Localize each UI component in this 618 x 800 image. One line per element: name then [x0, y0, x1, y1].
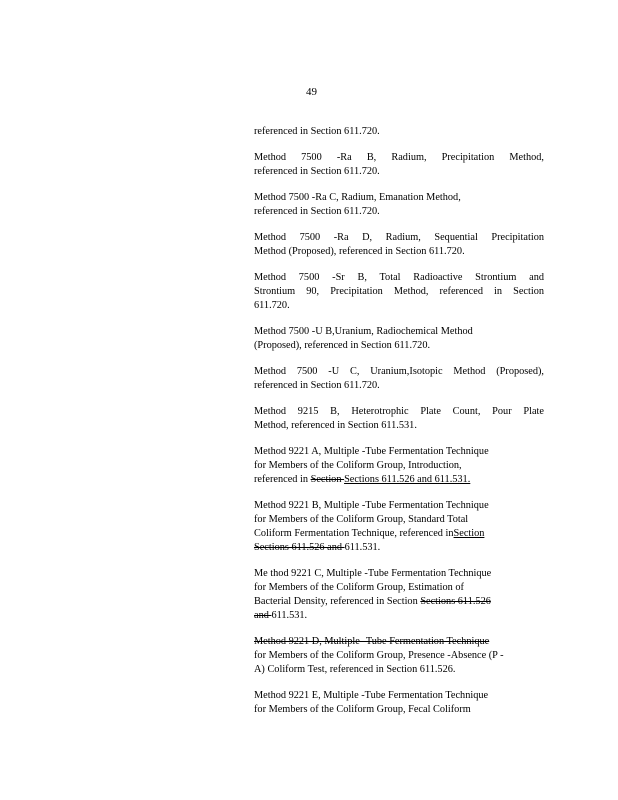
- entry-text: Strontium 90, Precipitation Method, referenced in Section: [254, 286, 544, 297]
- entry-line: [254, 245, 544, 259]
- entry-text: referenced in Section 611.720.: [254, 206, 380, 217]
- entry-text: Method 9221 A, Multiple -Tube Fermentation Technique: [254, 446, 489, 457]
- reference-list: [254, 125, 544, 729]
- reference-entry: [254, 125, 544, 139]
- deleted-text: Section: [310, 474, 345, 485]
- entry-line: [254, 527, 544, 541]
- reference-entry: [254, 445, 544, 487]
- deleted-text: Method 9221 D, Multiple -Tube Fermentation Technique: [254, 636, 490, 647]
- entry-text: Method 9221 E, Multiple -Tube Fermentation Technique: [254, 690, 489, 701]
- entry-text: for Members of the Coliform Group, Standard Total: [254, 514, 469, 525]
- deleted-text: Sections 611.526 and: [254, 542, 345, 553]
- entry-line: [254, 581, 544, 595]
- entry-text: for Members of the Coliform Group, Fecal Coliform: [254, 704, 471, 715]
- entry-line: [254, 689, 544, 703]
- entry-text: Method (Proposed), referenced in Section 611.720.: [254, 246, 465, 257]
- entry-line: [254, 125, 544, 139]
- reference-entry: [254, 231, 544, 259]
- reference-entry: [254, 191, 544, 219]
- entry-line: [254, 339, 544, 353]
- entry-text: 611.720.: [254, 300, 290, 311]
- entry-line: [254, 567, 544, 581]
- entry-text: for Members of the Coliform Group, Estimation of: [254, 582, 464, 593]
- entry-line: [254, 231, 544, 245]
- entry-line: [254, 649, 544, 663]
- entry-text: (Proposed), referenced in Section 611.720.: [254, 340, 431, 351]
- entry-text: Method 7500 -U C, Uranium,Isotopic Method (Proposed),: [254, 366, 544, 377]
- entry-line: [254, 541, 544, 555]
- entry-text: Method 7500 -Sr B, Total Radioactive Strontium and: [254, 272, 544, 283]
- entry-line: [254, 299, 544, 313]
- entry-text: referenced in Section 611.720.: [254, 166, 380, 177]
- entry-text: 611.531.: [344, 542, 381, 553]
- reference-entry: [254, 365, 544, 393]
- reference-entry: [254, 271, 544, 313]
- reference-entry: [254, 635, 544, 677]
- entry-line: [254, 405, 544, 419]
- entry-text: Method 7500 -Ra B, Radium, Precipitation Method,: [254, 152, 544, 163]
- entry-line: [254, 365, 544, 379]
- reference-entry: [254, 325, 544, 353]
- entry-text: Method 7500 -Ra D, Radium, Sequential Precipitation: [254, 232, 544, 243]
- entry-text: Me thod 9221 C, Multiple -Tube Fermentation Technique: [254, 568, 492, 579]
- entry-text: referenced in Section 611.720.: [254, 126, 380, 137]
- entry-line: [254, 703, 544, 717]
- entry-text: A) Coliform Test, referenced in Section 611.526.: [254, 664, 456, 675]
- entry-text: for Members of the Coliform Group, Introduction,: [254, 460, 462, 471]
- entry-line: [254, 325, 544, 339]
- entry-line: [254, 151, 544, 165]
- entry-text: referenced in: [254, 474, 311, 485]
- page-number: 49: [306, 86, 317, 98]
- reference-entry: [254, 689, 544, 717]
- entry-line: [254, 499, 544, 513]
- entry-line: [254, 595, 544, 609]
- entry-text: 611.531.: [271, 610, 308, 621]
- entry-text: Method 7500 -U B,Uranium, Radiochemical Method: [254, 326, 473, 337]
- entry-line: [254, 379, 544, 393]
- entry-line: [254, 459, 544, 473]
- entry-line: [254, 445, 544, 459]
- entry-line: [254, 419, 544, 433]
- entry-text: Method, referenced in Section 611.531.: [254, 420, 417, 431]
- reference-entry: [254, 405, 544, 433]
- entry-text: Method 9215 B, Heterotrophic Plate Count, Pour Plate: [254, 406, 544, 417]
- reference-entry: [254, 499, 544, 555]
- reference-entry: [254, 151, 544, 179]
- entry-text: Method 7500 -Ra C, Radium, Emanation Method,: [254, 192, 461, 203]
- deleted-text: and: [254, 610, 272, 621]
- inserted-text: Sections 611.526 and 611.531.: [344, 474, 471, 485]
- entry-line: [254, 609, 544, 623]
- entry-text: Method 9221 B, Multiple -Tube Fermentation Technique: [254, 500, 489, 511]
- reference-entry: [254, 567, 544, 623]
- entry-line: [254, 285, 544, 299]
- entry-line: [254, 663, 544, 677]
- entry-line: [254, 513, 544, 527]
- entry-line: [254, 271, 544, 285]
- entry-line: [254, 165, 544, 179]
- entry-text: Bacterial Density, referenced in Section: [254, 596, 421, 607]
- entry-line: [254, 205, 544, 219]
- entry-text: Coliform Fermentation Technique, referenced in: [254, 528, 454, 539]
- entry-text: referenced in Section 611.720.: [254, 380, 380, 391]
- entry-line: [254, 635, 544, 649]
- inserted-text: Section: [453, 528, 485, 539]
- deleted-text: Sections 611.526: [420, 596, 491, 607]
- entry-line: [254, 473, 544, 487]
- entry-text: for Members of the Coliform Group, Presence -Absence (P -: [254, 650, 504, 661]
- entry-line: [254, 191, 544, 205]
